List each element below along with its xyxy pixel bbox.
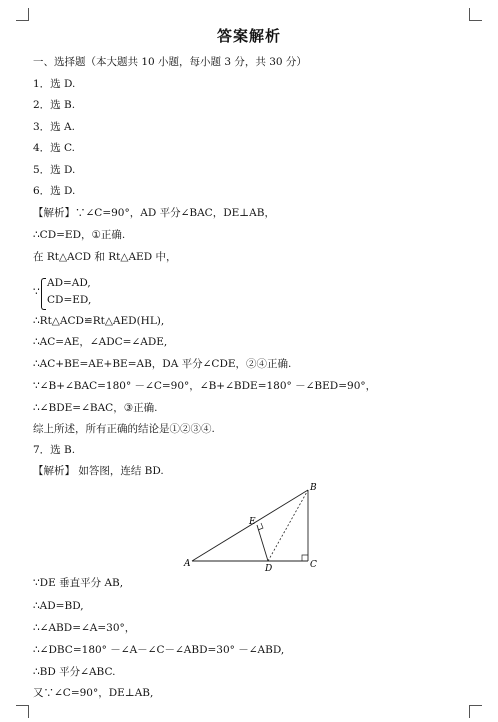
q6-line-4: ∴AC=AE，∠ADC=∠ADE, bbox=[33, 336, 168, 348]
label-a: A bbox=[184, 559, 191, 569]
corner-mark-top-right bbox=[469, 8, 482, 21]
segment-de bbox=[257, 525, 268, 561]
answer-3: 3．选 A. bbox=[33, 121, 75, 133]
answer-1: 1．选 D. bbox=[33, 78, 76, 90]
q7-analysis-intro: 【解析】 如答图，连结 BD. bbox=[33, 465, 164, 477]
label-c: C bbox=[310, 560, 317, 570]
q6-line-3: ∴Rt△ACD≌Rt△AED(HL), bbox=[33, 315, 165, 327]
answer-6: 6．选 D. bbox=[33, 185, 76, 197]
right-angle-mark-c bbox=[302, 555, 308, 561]
because-symbol: ∵ bbox=[33, 286, 40, 298]
answer-2: 2．选 B. bbox=[33, 99, 76, 111]
q6-analysis-intro: 【解析】∵∠C=90°，AD 平分∠BAC，DE⊥AB， bbox=[33, 207, 275, 219]
left-brace bbox=[41, 278, 46, 310]
answer-5: 5．选 D. bbox=[33, 164, 76, 176]
system-line-2: CD=ED, bbox=[47, 294, 92, 306]
triangle-diagram bbox=[180, 480, 330, 572]
q6-line-2: 在 Rt△ACD 和 Rt△AED 中， bbox=[33, 251, 177, 263]
q7-line-1: ∵DE 垂直平分 AB, bbox=[33, 577, 124, 589]
q7-line-5: ∴BD 平分∠ABC. bbox=[33, 666, 116, 678]
answer-7: 7．选 B. bbox=[33, 444, 76, 456]
q7-line-3: ∴∠ABD=∠A=30°， bbox=[33, 622, 136, 634]
page-title: 答案解析 bbox=[216, 27, 281, 45]
triangle-figure bbox=[180, 480, 330, 572]
system-line-1: AD=AD, bbox=[47, 277, 91, 289]
q7-line-2: ∴AD=BD, bbox=[33, 600, 84, 612]
label-e: E bbox=[249, 517, 256, 527]
q6-line-1: ∴CD=ED，①正确. bbox=[33, 229, 126, 241]
equation-system bbox=[33, 278, 233, 308]
corner-mark-bottom-left bbox=[16, 705, 29, 718]
right-angle-mark-e bbox=[258, 523, 263, 530]
segment-bd-dashed bbox=[268, 490, 308, 561]
q7-line-4: ∴∠DBC=180° －∠A－∠C－∠ABD=30° －∠ABD, bbox=[33, 644, 285, 656]
q6-line-6: ∵∠B+∠BAC=180° －∠C=90°，∠B+∠BDE=180° －∠BED=90°， bbox=[33, 380, 377, 392]
corner-mark-top-left bbox=[16, 8, 29, 21]
label-b: B bbox=[310, 483, 317, 493]
q6-line-7: ∴∠BDE=∠BAC，③正确. bbox=[33, 402, 158, 414]
corner-mark-bottom-right bbox=[469, 705, 482, 718]
q6-line-8: 综上所述，所有正确的结论是①②③④. bbox=[33, 423, 215, 435]
q7-line-6: 又∵∠C=90°，DE⊥AB, bbox=[33, 687, 154, 699]
label-d: D bbox=[265, 564, 273, 574]
answer-4: 4．选 C. bbox=[33, 142, 76, 154]
q6-line-5: ∴AC+BE=AE+BE=AB，DA 平分∠CDE，②④正确. bbox=[33, 358, 292, 370]
section-header: 一、选择题（本大题共 10 小题，每小题 3 分，共 30 分） bbox=[33, 56, 307, 68]
